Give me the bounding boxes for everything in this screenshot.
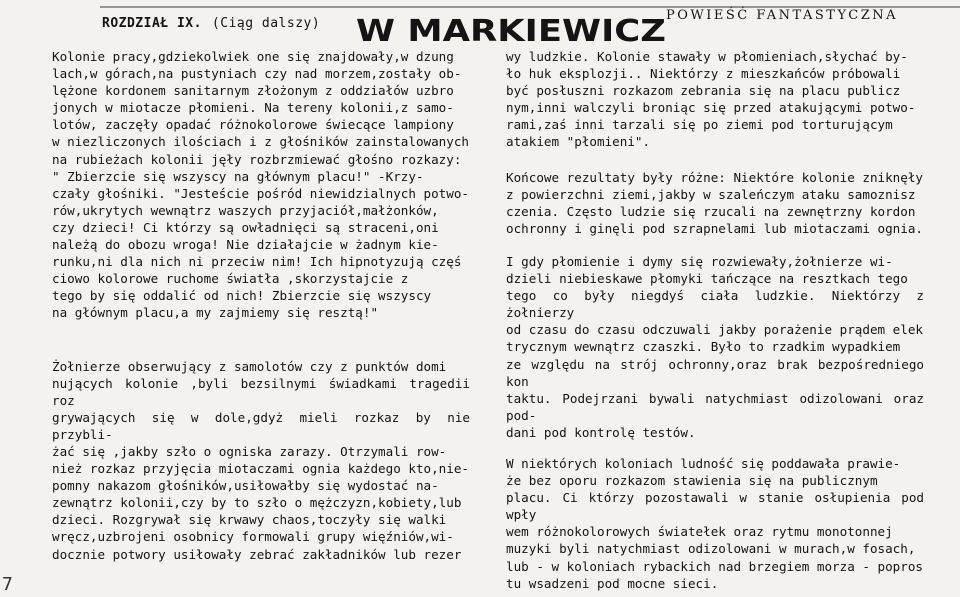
right-paragraph-4: W niektórych koloniach ludność się poddawała prawie- że bez oporu rozkazom stawienia się na publicznym placu. Ci którzy pozostawali w stanie osłupienia pod wpły wem różnokolorowych światełek oraz rytmu monotonnej muzyki byli natychmiast odizolowani w murach,w fosach, lub - w koloniach rybackich nad brzegiem morza - popros tu wsadzeni pod mocne sieci. [506, 455, 924, 591]
left-paragraph-1: Kolonie pracy,gdziekolwiek one się znajdowały,w dzung lach,w górach,na pustyniach czy nad morzem,zostały ob- lężone kordonem sanitarnym złożonym z oddziałów uzbro jonych w miotacze płomieni. Na tereny kolonii,z samo- lotów, zaczęły opadać różnokolorowe świecące lampiony w niezliczonych ilościach i z głośników zainstalowanych na rubieżach kolonii jęły rozbrzmiewać głośno rozkazy: " Zbierzcie się wszyscy na głównym placu!" -Krzy- czały głośniki. "Jesteście pośród niewidzialnych potwo- rów,ukrytych wewnątrz waszych przyjaciół,małżonków, czy dzieci! Ci którzy są owładnięci są straceni,oni należą do obozu wroga! Nie działajcie w żadnym kie- runku,ni dla nich ni przeciw nim! Ich hipnotyzują częś ciowo kolorowe ruchome światła ,skorzystajcie z tego by się oddalić od nich! Zbierzcie się wszyscy na głównym placu,a my zajmiemy się resztą!" [52, 49, 470, 321]
margin-mark: 7 [2, 574, 13, 595]
left-paragraph-2: Żołnierze obserwujący z samolotów czy z punktów domi nujących kolonie ,byli bezsilnymi świadkami tragedii roz grywających się w dole,gdyż mieli rozkaz by nie przybli- żać się ,jakby szło o ogniska zarazy. Otrzymali row- nież rozkaz przyjęcia miotaczami ognia każdego kto,nie- pomny nakazom głośników,usiłowałby się wydostać na- zewnątrz kolonii,czy by to szło o mężczyzn,kobiety,lub dzieci. Rozgrywał się krwawy chaos,toczyły się walki wręcz,uzbrojeni osobnicy formowali grupy więźniów,wi- docznie potwory usiłowały zebrać zakładników lub rezer [52, 358, 470, 562]
right-paragraph-2: Końcowe rezultaty były różne: Niektóre kolonie zniknęły z powierzchni ziemi,jakby w szaleńczym ataku samoznisz czenia. Często ludzie się rzucali na zewnętrzny kordon ochronny i ginęli pod szrapnelami lub miotaczami ognia. [506, 169, 924, 236]
chapter-heading [102, 16, 320, 31]
right-paragraph-1: wy ludzkie. Kolonie stawały w płomieniach,słychać by- ło huk eksplozji.. Niektórzy z mieszkańców próbowali być posłuszni rozkazom zebrania się na placu publicz nym,inni walczyli broniąc się przed atakującymi potwo- rami,zaś inni tarzali się po ziemi pod torturującym atakiem "płomieni". [506, 49, 916, 150]
author-title: W MARKIEWICZ [356, 14, 666, 49]
chapter-number: ROZDZIAŁ IX. [102, 16, 202, 31]
left-column [52, 48, 470, 563]
right-paragraph-3: I gdy płomienie i dymy się rozwiewały,żołnierze wi- dzieli niebieskawe płomyki tańczące na resztkach tego tego co były niegdyś ciała ludzkie. Niektórzy z żołnierzy od czasu do czasu odczuwali jakby porażenie prądem elek trycznym wewnątrz czaszki. Było to rzadkim wypadkiem ze względu na strój ochronny,oraz brak bezpośredniego kon taktu. Podejrzani bywali natychmiast odizolowani oraz pod- dani pod kontrolę testów. [506, 253, 924, 440]
right-column [506, 48, 924, 592]
series-title: POWIEŚĆ FANTASTYCZNA [666, 8, 899, 23]
chapter-continued: (Ciąg dalszy) [211, 16, 321, 31]
